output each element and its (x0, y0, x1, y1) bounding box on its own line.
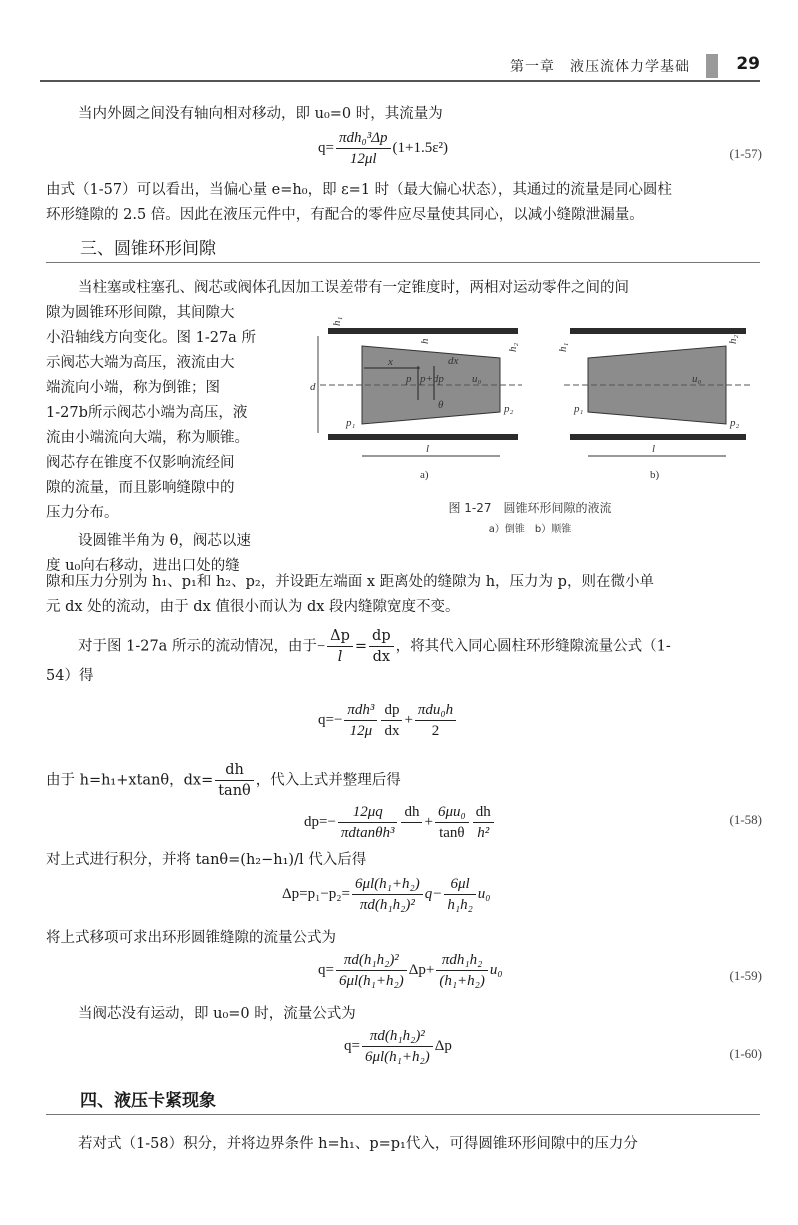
wrapped-text: 隙为圆锥环形间隙，其间隙大 小沿轴线方向变化。图 1-27a 所 示阀芯大端为高压，液流由大 端流向小端，称为倒锥；图 1-27b所示阀芯小端为高压，液 流由小端流向大端，称为顺锥。 阀芯存在锥度不仅影响流经间 隙的流量，而且影响缝隙中的 压力分布。 设圆锥半角为 θ，阀芯以速 度 u₀向右移动，进出口处的缝 (46, 305, 256, 574)
section-heading (46, 1086, 760, 1115)
equation-1-60: q= $\frac{\text{πd(h₁h₂)²}}{\text{6μl(h₁+h₂)}}$ Δp (344, 1028, 452, 1065)
paragraph: 对上式进行积分，并将 tanθ=(h₂−h₁)/l 代入后得 (46, 852, 367, 868)
paragraph: 当内外圆之间没有轴向相对移动，即 u₀=0 时，其流量为 (78, 106, 443, 122)
page-number: 29 (736, 54, 760, 74)
paragraph: 由于 h=h₁+xtanθ，dx= $\frac{dh}{\tan\theta}$ ，代入上式并整理后得 (46, 762, 401, 799)
panel-a-label: a) (420, 469, 429, 481)
paragraph: 环形缝隙的 2.5 倍。因此在液压元件中，有配合的零件应尽量使其同心，以减小缝隙泄漏量。 (46, 207, 644, 223)
paragraph: 由式（1-57）可以看出，当偏心量 e=h₀，即 ε=1 时（最大偏心状态），其通过的流量是同心圆柱 (46, 182, 672, 198)
section-heading (46, 234, 760, 263)
paragraph: 若对式（1-58）积分，并将边界条件 h=h₁、p=p₁代入，可得圆锥环形间隙中的压力分 (78, 1136, 638, 1152)
label-h2: h₂ (727, 334, 739, 344)
figure-subcaption: a）倒锥 b）顺锥 (488, 524, 572, 535)
paragraph: 元 dx 处的流动，由于 dx 值很小而认为 dx 段内缝隙宽度不变。 (46, 599, 460, 615)
label-p: p (406, 373, 412, 385)
label-dx: dx (448, 355, 459, 367)
section-title: 四、液压卡紧现象 (80, 1091, 216, 1111)
equation-number: (1-57) (729, 146, 762, 161)
label-h: h (419, 338, 431, 344)
label-u0: u₀ (692, 373, 702, 385)
label-p1: p₁ (346, 417, 356, 429)
section-title: 三、圆锥环形间隙 (80, 239, 216, 259)
label-p2: p₂ (730, 417, 740, 429)
equation-number: (1-59) (729, 968, 762, 983)
equation-q: q=− $\frac{\text{πdh³}}{12\mu}$ $\frac{dp}{dx}$ + $\frac{\text{πdu₀h}}{2}$ (318, 700, 458, 741)
label-u0: u₀ (472, 373, 482, 385)
label-p1: p₁ (574, 403, 584, 415)
panel-b-label: b) (650, 469, 660, 481)
paragraph: 对于图 1-27a 所示的流动情况，由于− $\frac{\Delta p}{l}$ = $\frac{dp}{dx}$ ，将其代入同心圆柱环形缝隙流量公式（1- (78, 628, 671, 665)
equation-1-57: q= $\frac{\text{πdh₀³Δp}}{12\mu l}$ (1+1.5ε²) (318, 130, 448, 167)
label-p2: p₂ (504, 403, 514, 415)
figure-caption: 图 1-27 圆锥环形间隙的液流 (448, 501, 612, 515)
paragraph: 将上式移项可求出环形圆锥缝隙的流量公式为 (46, 930, 336, 946)
paragraph: 当柱塞或柱塞孔、阀芯或阀体孔因加工误差带有一定锥度时，两相对运动零件之间的间 (78, 280, 629, 296)
header-rule (40, 80, 760, 82)
label-h2: h₂ (507, 342, 519, 352)
label-h1: h₁ (331, 316, 343, 326)
upper-wall (570, 328, 746, 334)
label-theta: θ (438, 399, 444, 411)
label-l: l (426, 443, 430, 455)
lower-wall (328, 434, 518, 440)
label-x: x (388, 356, 393, 368)
label-h1: h₁ (557, 342, 569, 352)
figure-1-27 (300, 300, 760, 540)
equation-number: (1-58) (729, 812, 762, 827)
lower-wall (570, 434, 746, 440)
equation-1-58: dp=− $\frac{12\mu q}{\text{πdtanθh³}}$ dh + $\frac{\text{6μu₀}}{\tan\theta}$ $\frac{dh}{\text{h²}}$ (304, 802, 496, 843)
running-header (40, 48, 760, 82)
equation-1-59: q= $\frac{\text{πd(h₁h₂)²}}{\text{6μl(h₁+h₂)}}$ Δp+ $\frac{\text{πdh₁h₂}}{\text{(h₁+h₂)}}$ u₀ (318, 952, 503, 989)
paragraph: 当阀芯没有运动，即 u₀=0 时，流量公式为 (78, 1006, 356, 1022)
paragraph: 54）得 (46, 668, 94, 684)
label-pdp: p+dp (420, 373, 444, 385)
paragraph: 隙和压力分别为 h₁、p₁和 h₂、p₂，并设距左端面 x 距离处的缝隙为 h，压力为 p，则在微小单 (46, 574, 654, 590)
equation-delta-p: Δp=p₁−p₂= $\frac{\text{6μl(h₁+h₂)}}{\text{πd(h₁h₂)²}}$ q− $\frac{6\mu l}{\text{h₁h₂}}$ u₀ (282, 876, 491, 913)
label-l: l (652, 443, 656, 455)
label-d: d (310, 381, 316, 393)
chapter-title: 第一章 液压流体力学基础 (510, 59, 690, 75)
header-marker (706, 54, 718, 78)
upper-wall (328, 328, 518, 334)
equation-number: (1-60) (729, 1046, 762, 1061)
